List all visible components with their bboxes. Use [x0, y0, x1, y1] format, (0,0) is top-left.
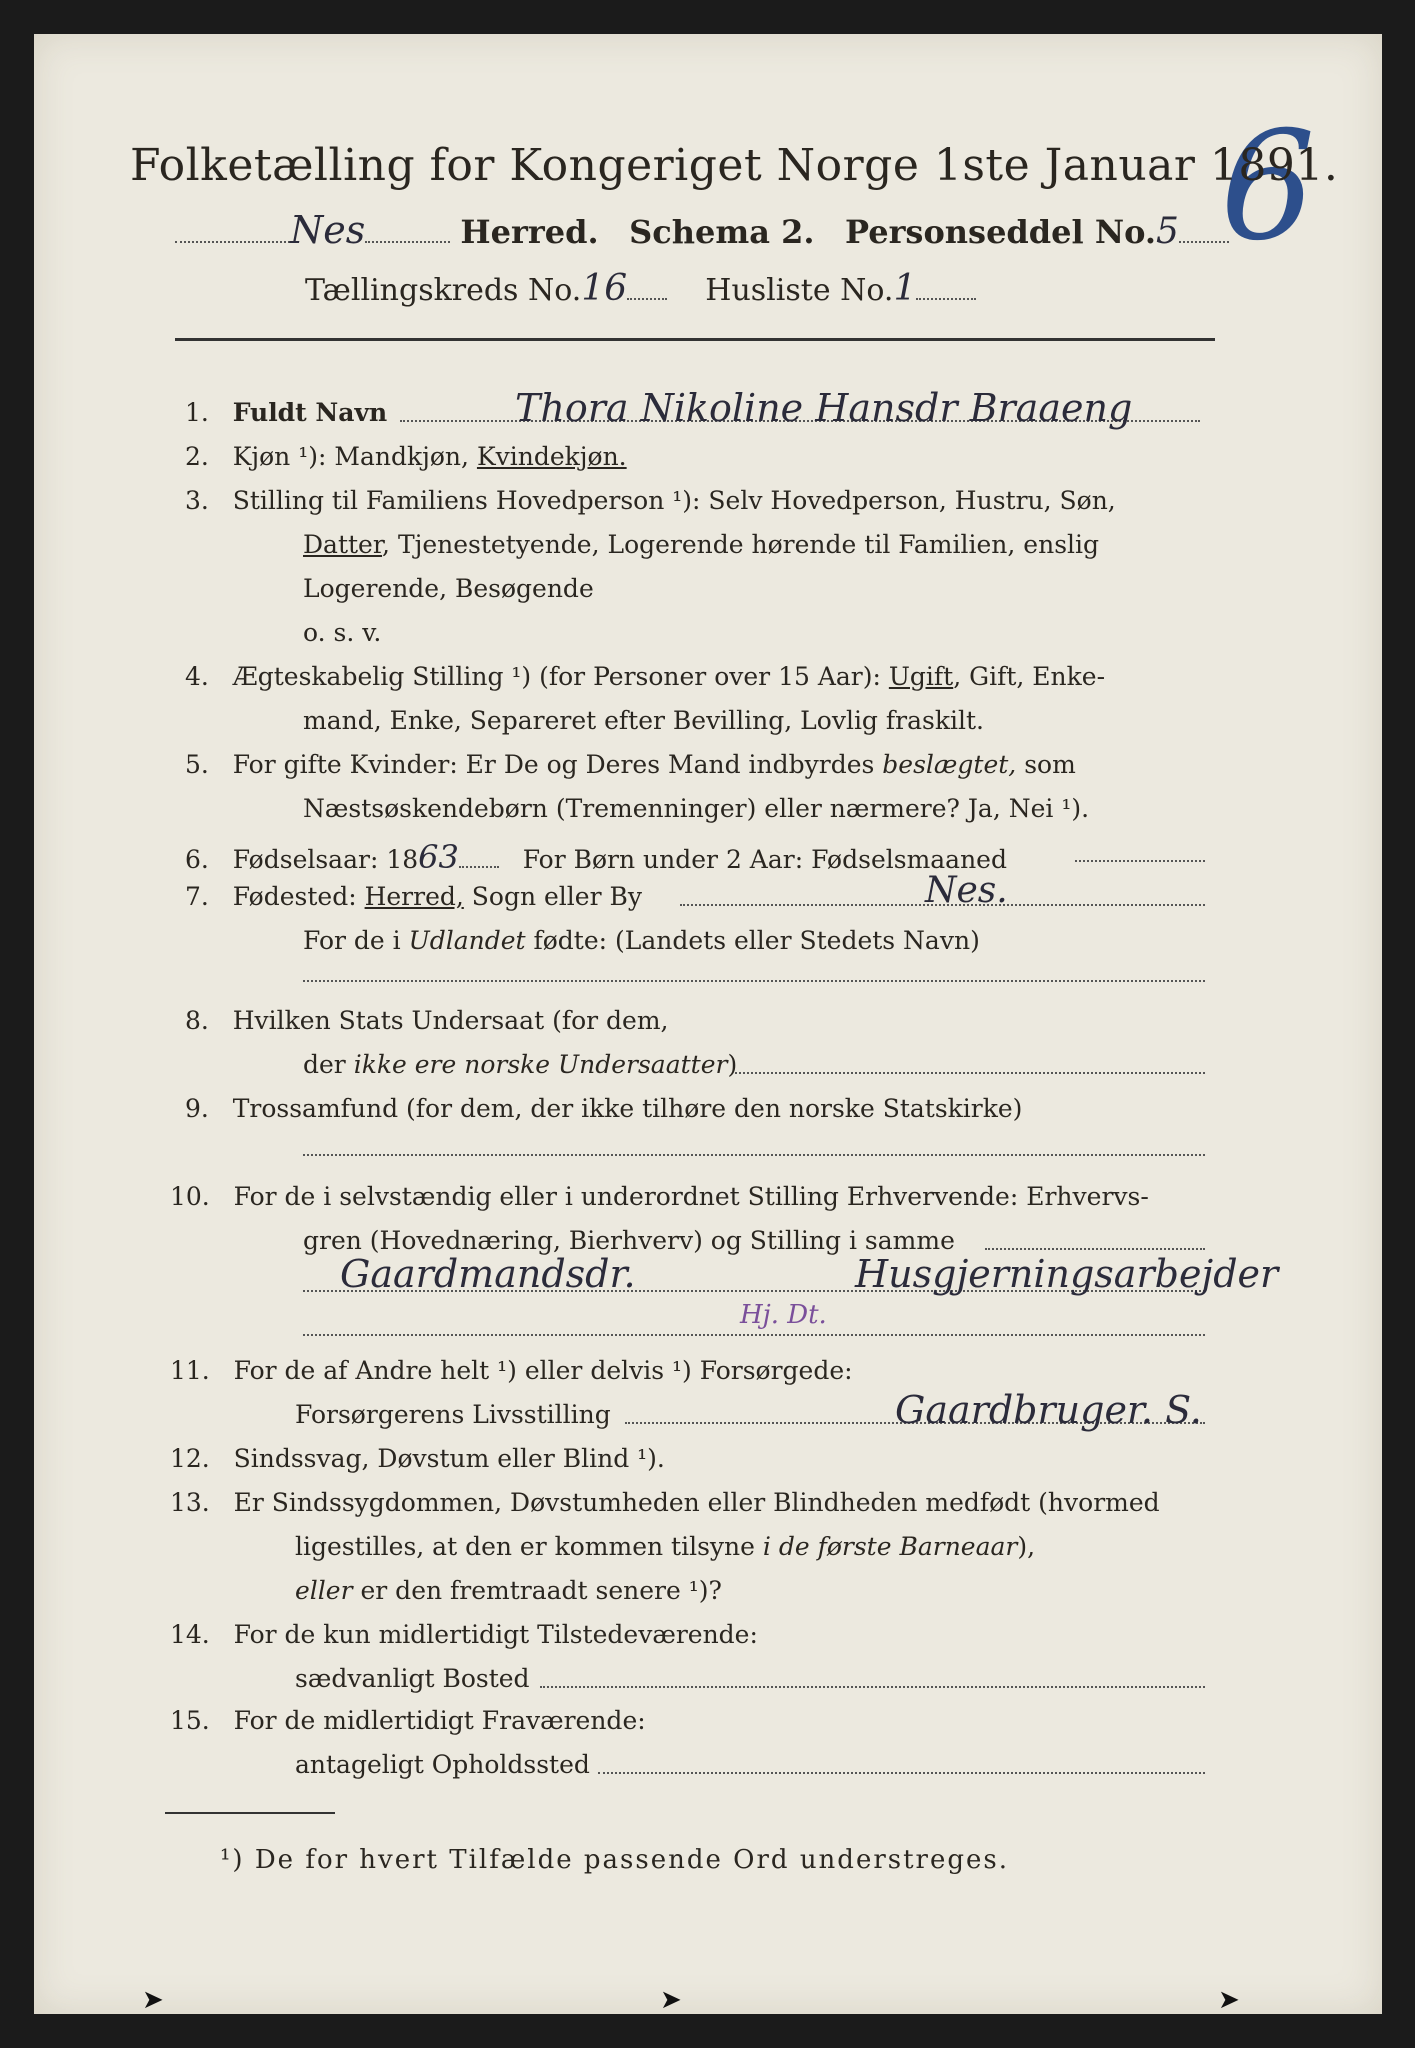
item-text: Trossamfund (for dem, der ikke tilhøre den norske Statskirke)	[232, 1094, 1023, 1123]
item-8-line2	[303, 1050, 737, 1079]
item-text: Er Sindssygdommen, Døvstumheden eller Blindheden medfødt (hvormed	[233, 1488, 1160, 1517]
item-text-italic: eller	[295, 1576, 353, 1605]
item-4-line2: mand, Enke, Separeret efter Bevilling, Lovlig fraskilt.	[303, 706, 984, 735]
item-10	[170, 1182, 1149, 1211]
item-7-fill2	[303, 980, 1205, 982]
item-3	[185, 486, 1116, 515]
item-text: ),	[1017, 1532, 1036, 1561]
item-9	[185, 1094, 1022, 1123]
item-number: 7.	[185, 882, 209, 911]
personseddel-label: Personseddel No.	[845, 213, 1156, 251]
sex-options: Kjøn ¹): Mandkjøn,	[232, 442, 477, 471]
item-text: For de midlertidigt Fraværende:	[233, 1706, 646, 1735]
kreds-value: 16	[581, 268, 628, 309]
item-number: 14.	[170, 1620, 210, 1649]
item-13	[170, 1488, 1160, 1517]
full-name-value: Thora Nikoline Hansdr Braaeng	[515, 386, 1133, 430]
item-text: Fødested:	[232, 882, 365, 911]
sex-selected: Kvindekjøn.	[476, 442, 627, 471]
item-text-italic: i de første Barneaar	[762, 1532, 1018, 1561]
item-7	[185, 882, 642, 911]
item-14-line2: sædvanligt Bosted	[295, 1664, 530, 1693]
kreds-label: Tællingskreds No.	[305, 273, 582, 308]
item-6	[185, 838, 1007, 876]
item-5-line2: Næstsøskendebørn (Tremenninger) eller nærmere? Ja, Nei ¹).	[303, 794, 1090, 823]
item-text: Sogn eller By	[463, 882, 642, 911]
item-text: For de af Andre helt ¹) eller delvis ¹) Forsørgede:	[233, 1356, 853, 1385]
footnote-rule	[165, 1812, 335, 1814]
footnote: ¹) De for hvert Tilfælde passende Ord understreges.	[220, 1845, 1010, 1875]
item-number: 13.	[170, 1488, 210, 1517]
item-number: 2.	[185, 442, 209, 471]
husliste-label: Husliste No.	[705, 273, 894, 308]
occupation-code: Hj. Dt.	[740, 1300, 827, 1330]
page-number: 6	[1220, 100, 1316, 274]
herred-value: Nes	[290, 208, 366, 252]
item-text: Ægteskabelig Stilling ¹) (for Personer over 15 Aar):	[232, 662, 889, 691]
item-text: For de i	[303, 926, 409, 955]
item-11	[170, 1356, 853, 1385]
item-text: For de kun midlertidigt Tilstedeværende:	[233, 1620, 758, 1649]
item-6-fill	[1075, 860, 1205, 862]
item-1	[185, 398, 387, 427]
item-number: 12.	[170, 1444, 210, 1473]
item-number: 11.	[170, 1356, 210, 1385]
item-15-line2: antageligt Opholdssted	[295, 1750, 590, 1779]
binding-mark-center: ➤	[660, 1985, 682, 2015]
item-text-italic: ikke ere norske Undersaatter	[353, 1050, 728, 1079]
header-kreds-row	[305, 268, 976, 309]
item-number: 1.	[185, 398, 209, 427]
header-rule	[175, 338, 1215, 341]
item-15	[170, 1706, 646, 1735]
item-text: For gifte Kvinder: Er De og Deres Mand indbyrdes	[232, 750, 883, 779]
occupation-value-2: Husgjerningsarbejder	[855, 1252, 1279, 1296]
husliste-value: 1	[893, 268, 917, 309]
personseddel-value: 5	[1156, 211, 1179, 252]
item-11-line2: Forsørgerens Livsstilling	[295, 1400, 611, 1429]
marital-selected: Ugift	[888, 662, 954, 691]
occupation-value-1: Gaardmandsdr.	[340, 1252, 636, 1296]
item-4	[185, 662, 1105, 691]
item-text: Stilling til Familiens Hovedperson ¹): Selv Hovedperson, Hustru, Søn,	[232, 486, 1116, 515]
item-10-line2: gren (Hovednæring, Bierhverv) og Stilling i samme	[303, 1226, 955, 1255]
item-text: Sindssvag, Døvstum eller Blind ¹).	[233, 1444, 665, 1473]
item-text: fødte: (Landets eller Stedets Navn)	[525, 926, 980, 955]
item-13-line3	[295, 1576, 722, 1605]
item-8	[185, 1006, 668, 1035]
item-3-line3: Logerende, Besøgende	[303, 574, 594, 603]
item-text: ligestilles, at den er kommen tilsyne	[295, 1532, 763, 1561]
item-text-italic: Udlandet	[408, 926, 526, 955]
item-number: 6.	[185, 845, 209, 874]
item-15-fill	[598, 1772, 1205, 1774]
item-12	[170, 1444, 665, 1473]
item-number: 5.	[185, 750, 209, 779]
item-13-line2	[295, 1532, 1035, 1561]
item-number: 3.	[185, 486, 209, 515]
binding-mark-right: ➤	[1218, 1985, 1240, 2015]
birth-year-value: 63	[418, 838, 459, 876]
item-text: som	[1016, 750, 1076, 779]
header-herred-row	[175, 208, 1229, 252]
item-3-line2	[303, 530, 1099, 559]
birthplace-value: Nes.	[925, 870, 1008, 911]
provider-occupation-value: Gaardbruger. S.	[895, 1388, 1202, 1432]
item-9-fill	[303, 1154, 1205, 1156]
item-text: For de i selvstændig eller i underordnet Stilling Erhvervende: Erhvervs-	[233, 1182, 1149, 1211]
item-8-fill	[735, 1072, 1205, 1074]
item-number: 10.	[170, 1182, 210, 1211]
binding-mark-left: ➤	[142, 1985, 164, 2015]
item-number: 4.	[185, 662, 209, 691]
item-number: 15.	[170, 1706, 210, 1735]
form-title: Folketælling for Kongeriget Norge 1ste Januar 1891.	[130, 140, 1339, 191]
item-3-line4: o. s. v.	[303, 618, 382, 647]
schema-label: Schema 2.	[629, 213, 815, 251]
item-10-fill3	[303, 1334, 1205, 1336]
item-10-fill	[985, 1248, 1205, 1250]
item-text: Hvilken Stats Undersaat (for dem,	[232, 1006, 669, 1035]
birth-year-label: Fødselsaar: 18	[232, 845, 419, 874]
item-text-italic: beslægtet,	[882, 750, 1017, 779]
item-2	[185, 442, 627, 471]
item-5	[185, 750, 1076, 779]
item-text: )	[727, 1050, 738, 1079]
item-14-fill	[540, 1686, 1205, 1688]
item-text: , Gift, Enke-	[953, 662, 1106, 691]
item-label: Fuldt Navn	[232, 398, 388, 427]
item-number: 9.	[185, 1094, 209, 1123]
position-selected: Datter	[303, 530, 383, 559]
item-text: er den fremtraadt senere ¹)?	[352, 1576, 722, 1605]
item-text: , Tjenestetyende, Logerende hørende til Familien, enslig	[382, 530, 1100, 559]
item-text: For Børn under 2 Aar: Fødselsmaaned	[522, 845, 1007, 874]
item-text: der	[303, 1050, 354, 1079]
item-7-line2	[303, 926, 980, 955]
item-14	[170, 1620, 758, 1649]
item-number: 8.	[185, 1006, 209, 1035]
herred-label: Herred.	[460, 213, 599, 251]
birthplace-selected: Herred,	[364, 882, 464, 911]
